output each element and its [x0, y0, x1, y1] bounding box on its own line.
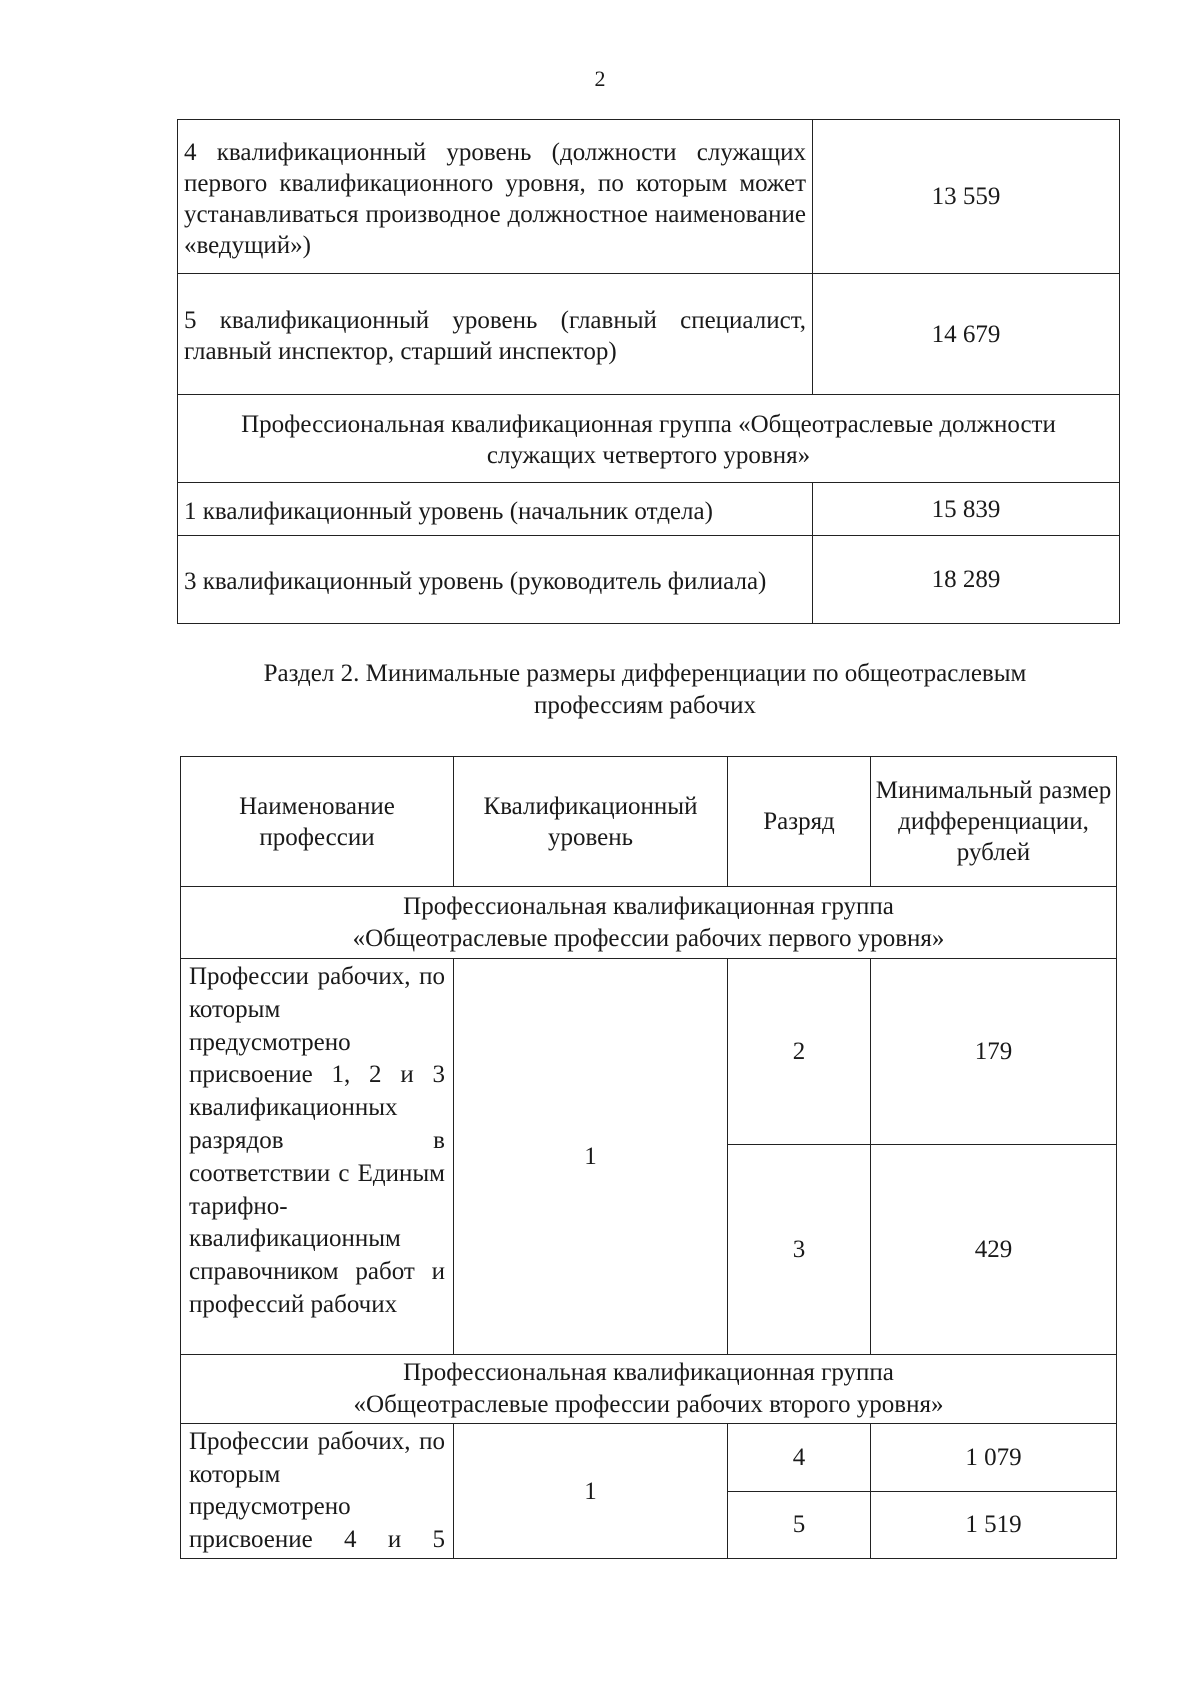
group-title [181, 887, 1117, 959]
table-row [181, 1424, 1117, 1492]
group-title: Профессиональная квалификационная группа «Общеотраслевые должности служащих четвертого уровня» [178, 395, 1120, 483]
section-heading: Раздел 2. Минимальные размеры дифференциации по общеотраслевым профессиям рабочих [263, 660, 1027, 719]
min-size-value: 429 [871, 1145, 1117, 1355]
salary-value: 13 559 [813, 120, 1120, 274]
grade-value: 3 [728, 1145, 871, 1355]
table-row [178, 395, 1120, 483]
group-title-line: Профессиональная квалификационная группа [403, 892, 894, 920]
min-size-value: 1 079 [871, 1424, 1117, 1492]
qualification-level-description: 5 квалификационный уровень (главный специалист, главный инспектор, старший инспектор) [178, 274, 813, 395]
qualification-level-value: 1 [454, 959, 728, 1355]
table-row [178, 536, 1120, 624]
table-row [178, 120, 1120, 274]
table-row [178, 274, 1120, 395]
table-header-row [181, 757, 1117, 887]
header-profession-name: Наименование профессии [181, 757, 454, 887]
group-title-line: «Общеотраслевые профессии рабочих первого уровня» [352, 924, 945, 952]
header-grade: Разряд [728, 757, 871, 887]
group-title-line: «Общеотраслевые профессии рабочих второго уровня» [353, 1391, 944, 1418]
group-title [181, 1355, 1117, 1424]
salary-value: 18 289 [813, 536, 1120, 624]
salary-value: 14 679 [813, 274, 1120, 395]
worker-professions-table [180, 756, 1117, 1559]
qualification-salary-table [177, 119, 1120, 624]
group-title-line: Профессиональная квалификационная группа [403, 1359, 894, 1386]
group-row [181, 887, 1117, 959]
table-row [181, 959, 1117, 1145]
min-size-value: 1 519 [871, 1491, 1117, 1559]
grade-value: 4 [728, 1424, 871, 1492]
qualification-level-value: 1 [454, 1424, 728, 1559]
grade-value: 2 [728, 959, 871, 1145]
grade-value: 5 [728, 1491, 871, 1559]
qualification-level-description: 4 квалификационный уровень (должности служащих первого квалификационного уровня, по которым может устанавливаться производное должностное наименование «ведущий») [178, 120, 813, 274]
page-number: 2 [594, 66, 606, 91]
profession-description: Профессии рабочих, по которым предусмотрено присвоение 4 и 5 [181, 1424, 454, 1559]
table-row [178, 483, 1120, 536]
header-qualification-level: Квалификационный уровень [454, 757, 728, 887]
qualification-level-description: 3 квалификационный уровень (руководитель филиала) [178, 536, 813, 624]
min-size-value: 179 [871, 959, 1117, 1145]
header-min-size: Минимальный размер дифференциации, рублей [871, 757, 1117, 887]
salary-value: 15 839 [813, 483, 1120, 536]
group-row [181, 1355, 1117, 1424]
qualification-level-description: 1 квалификационный уровень (начальник отдела) [178, 483, 813, 536]
profession-description: Профессии рабочих, по которым предусмотрено присвоение 1, 2 и 3 квалификационных разрядов в соответствии с Единым тарифно-квалификационным справочником работ и профессий рабочих [181, 959, 454, 1355]
